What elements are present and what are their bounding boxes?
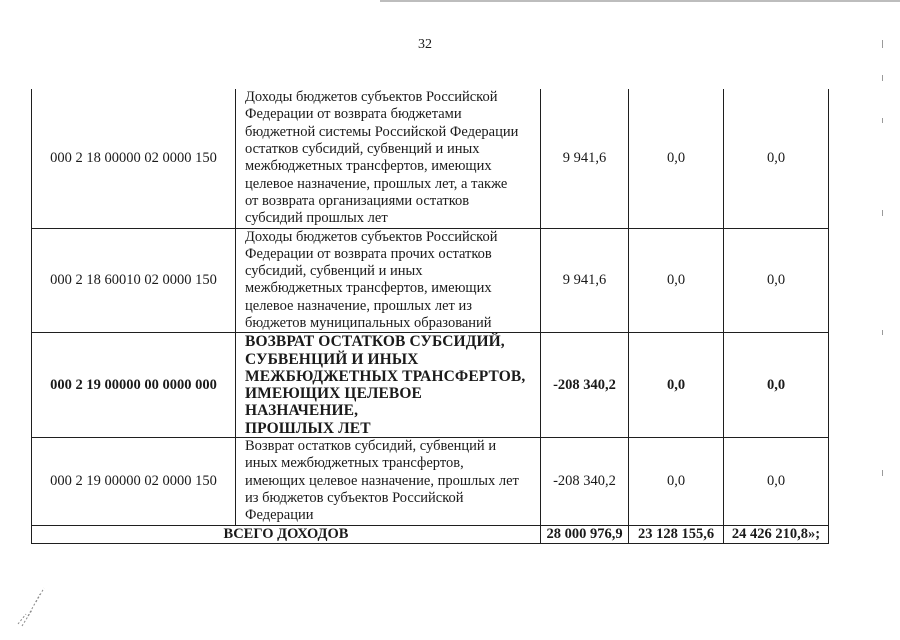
value-year-2: 0,0 [629,228,724,333]
value-year-1: 9 941,6 [541,228,629,333]
table-row [32,333,829,438]
description-line: Федерации от возврата прочих остатков [245,245,492,262]
row-description [236,438,541,525]
value-year-1: -208 340,2 [541,438,629,525]
description-line: ПРОШЛЫХ ЛЕТ [245,419,371,437]
value-year-3: 0,0 [724,228,829,333]
page-number: 32 [418,37,432,52]
total-label: ВСЕГО ДОХОДОВ [32,525,541,543]
description-line: Возврат остатков субсидий, субвенций и [245,438,497,455]
value-year-3: 0,0 [724,333,829,438]
description-line: межбюджетных трансфертов, имеющих [245,280,492,297]
revenue-table [31,89,829,544]
row-description [236,228,541,333]
table-row [32,89,829,228]
value-year-3: 0,0 [724,89,829,228]
table-row [32,438,829,525]
total-year-3: 24 426 210,8»; [724,525,829,543]
scan-margin-mark [882,40,883,48]
row-description [236,333,541,438]
row-description [236,89,541,228]
table-row [32,228,829,333]
description-line: субсидий, субвенций и иных [245,263,423,280]
scan-margin-mark [882,210,883,216]
description-line: Федерации от возврата бюджетами [245,106,462,123]
description-line: целевое назначение, прошлых лет из [245,297,472,314]
value-year-3: 0,0 [724,438,829,525]
value-year-1: -208 340,2 [541,333,629,438]
budget-code: 000 2 19 00000 02 0000 150 [32,438,236,525]
description-line: от возврата организациями остатков [245,192,470,209]
scan-scratch-mark [16,580,56,630]
scan-margin-mark [882,330,883,335]
description-line: межбюджетных трансфертов, имеющих [245,158,492,175]
description-line: бюджетов муниципальных образований [245,314,492,331]
description-line: имеющих целевое назначение, прошлых лет [245,472,519,489]
scan-margin-mark [882,118,883,123]
value-year-2: 0,0 [629,438,724,525]
scan-margin-mark [882,75,883,81]
scan-top-edge [380,0,900,2]
description-line: остатков субсидий, субвенций и иных [245,140,480,157]
budget-code: 000 2 18 00000 02 0000 150 [32,89,236,228]
scan-margin-mark [882,470,883,476]
description-line: ВОЗВРАТ ОСТАТКОВ СУБСИДИЙ, [245,333,505,351]
total-year-2: 23 128 155,6 [629,525,724,543]
description-line: Доходы бюджетов субъектов Российской [245,228,498,245]
description-line: Доходы бюджетов субъектов Российской [245,89,498,106]
description-line: целевое назначение, прошлых лет, а также [245,175,508,192]
description-line: ИМЕЮЩИХ ЦЕЛЕВОЕ НАЗНАЧЕНИЕ, [245,385,422,420]
description-line: иных межбюджетных трансфертов, [245,455,464,472]
description-line: бюджетной системы Российской Федерации [245,123,519,140]
description-line: МЕЖБЮДЖЕТНЫХ ТРАНСФЕРТОВ, [245,367,526,385]
value-year-2: 0,0 [629,333,724,438]
total-year-1: 28 000 976,9 [541,525,629,543]
budget-code: 000 2 19 00000 00 0000 000 [32,333,236,438]
value-year-2: 0,0 [629,89,724,228]
total-row [32,525,829,543]
description-line: субсидий прошлых лет [245,210,388,227]
budget-code: 000 2 18 60010 02 0000 150 [32,228,236,333]
description-line: из бюджетов субъектов Российской [245,489,464,506]
description-line: СУБВЕНЦИЙ И ИНЫХ [245,350,419,368]
description-line: Федерации [245,507,314,524]
value-year-1: 9 941,6 [541,89,629,228]
